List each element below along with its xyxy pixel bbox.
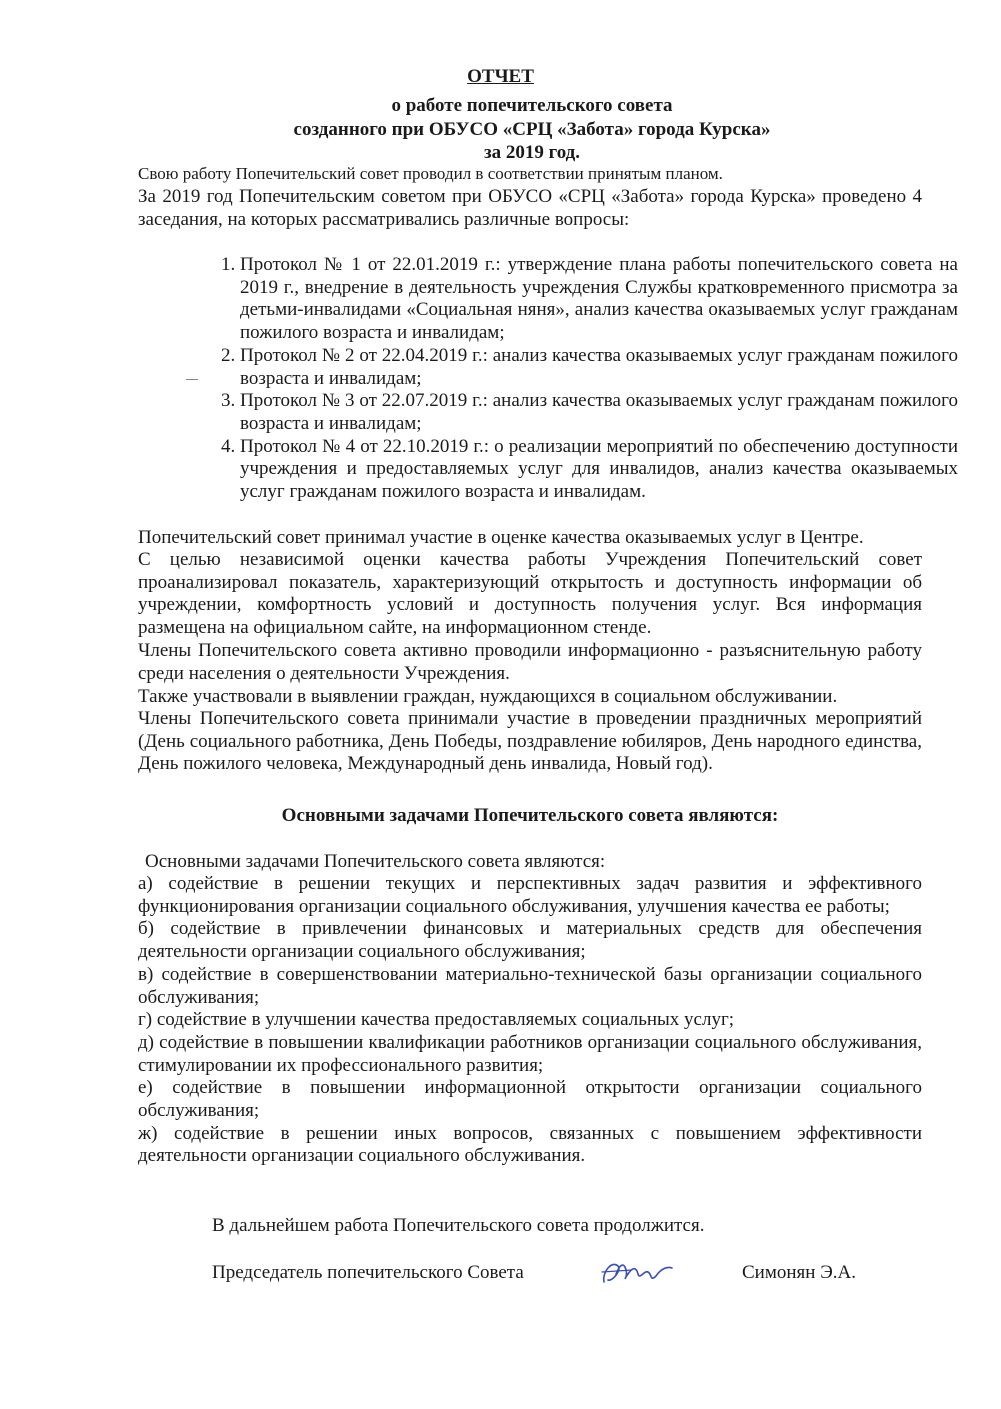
body-paragraph-participation: Попечительский совет принимал участие в оценке качества оказываемых услуг в Центре.	[138, 527, 864, 548]
body-paragraph-assessment: С целью независимой оценки качества работы Учреждения Попечительский совет проанализировал показатель, характеризующий открытость и доступность информации об учреждении, комфортность условий и доступность получения услуг. Вся информация размещена на официальном сайте, на информационном стенде.	[138, 549, 922, 639]
signer-title: Председатель попечительского Совета	[212, 1262, 524, 1283]
protocol-item: 4. Протокол № 4 от 22.10.2019 г.: о реализации мероприятий по обеспечению доступности учреждения и предоставляемых услуг для инвалидов, анализ качества оказываемых услуг гражданам пожилого возраста и инвалидам.	[240, 436, 958, 504]
body-paragraph-identification: Также участвовали в выявлении граждан, нуждающихся в социальном обслуживании.	[138, 686, 838, 707]
handwritten-signature	[598, 1252, 678, 1292]
task-item: д) содействие в повышении квалификации работников организации социального обслуживания, стимулировании их профессионального развития;	[138, 1031, 922, 1076]
intro-line: Свою работу Попечительский совет проводил в соответствии принятым планом.	[138, 164, 723, 183]
closing-statement: В дальнейшем работа Попечительского совета продолжится.	[212, 1215, 705, 1236]
body-paragraph-events: Члены Попечительского совета принимали участие в проведении праздничных мероприятий (День социального работника, День Победы, поздравление юбиляров, День народного единства, День пожилого человека, Международный день инвалида, Новый год).	[138, 708, 922, 775]
tasks-intro: Основными задачами Попечительского совета являются:	[145, 851, 606, 872]
tasks-list	[138, 873, 922, 1168]
protocol-item: 1. Протокол № 1 от 22.01.2019 г.: утверждение плана работы попечительского совета на 2019 г., внедрение в деятельность учреждения Службы кратковременного присмотра за детьми-инвалидами «Социальная няня», анализ качества оказываемых услуг гражданам пожилого возраста и инвалидам;	[240, 254, 958, 345]
body-paragraph-outreach: Члены Попечительского совета активно проводили информационно - разъяснительную работу среди населения о деятельности Учреждения.	[138, 640, 922, 684]
document-subtitle-organization: созданного при ОБУСО «СРЦ «Забота» города Курска»	[293, 119, 771, 140]
tasks-heading: Основными задачами Попечительского совета являются:	[281, 805, 779, 826]
task-item: е) содействие в повышении информационной открытости организации социального обслуживания;	[138, 1077, 922, 1122]
protocol-item: 3. Протокол № 3 от 22.07.2019 г.: анализ качества оказываемых услуг гражданам пожилого возраста и инвалидам;	[240, 390, 958, 435]
document-title: ОТЧЕТ	[467, 66, 534, 87]
protocol-list	[203, 254, 958, 504]
task-item: б) содействие в привлечении финансовых и материальных средств для обеспечения деятельности организации социального обслуживания;	[138, 918, 922, 963]
document-subtitle-year: за 2019 год.	[483, 142, 581, 163]
protocol-item: 2. Протокол № 2 от 22.04.2019 г.: анализ качества оказываемых услуг гражданам пожилого возраста и инвалидам;	[240, 345, 958, 390]
margin-mark	[186, 379, 198, 380]
task-item: г) содействие в улучшении качества предоставляемых социальных услуг;	[138, 1009, 735, 1031]
document-subtitle: о работе попечительского совета	[391, 95, 673, 116]
task-item: в) содействие в совершенствовании материально-технической базы организации социального обслуживания;	[138, 963, 922, 1008]
intro-paragraph: За 2019 год Попечительским советом при ОБУСО «СРЦ «Забота» города Курска» проведено 4 заседания, на которых рассматривались различные вопросы:	[138, 186, 922, 230]
task-item: а) содействие в решении текущих и перспективных задач развития и эффективного функционирования организации социального обслуживания, улучшения качества ее работы;	[138, 873, 922, 917]
signer-name: Симонян Э.А.	[742, 1262, 856, 1283]
task-item: ж) содействие в решении иных вопросов, связанных с повышением эффективности деятельности организации социального обслуживания.	[138, 1122, 922, 1167]
